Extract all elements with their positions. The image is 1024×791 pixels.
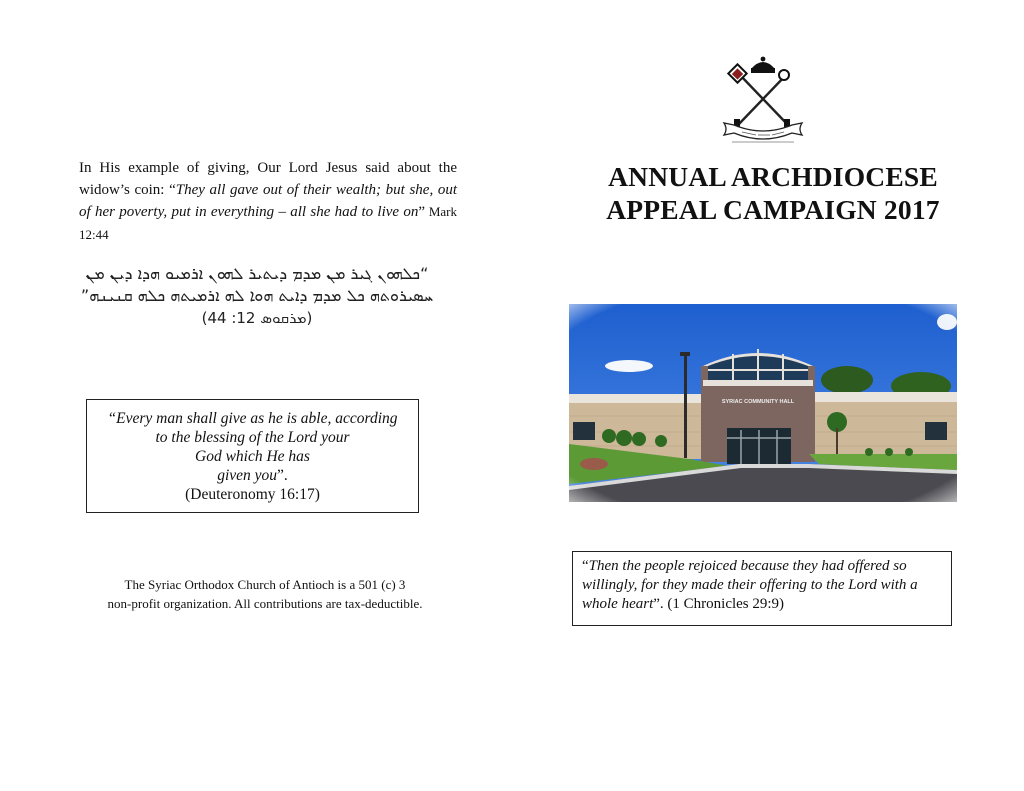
chronicles-quote-box: [572, 551, 952, 626]
nonprofit-line-2: non-profit organization. All contributions are tax-deductible.: [107, 596, 423, 611]
mark-reference: Mark 12:44: [79, 204, 457, 242]
title-line-1: ANNUAL ARCHDIOCESE: [608, 161, 938, 192]
deuteronomy-quote-box: [86, 399, 419, 513]
deut-line-4: given you: [217, 467, 278, 484]
intro-text: In His example of giving, Our Lord Jesus said about the widow’s coin: “: [79, 160, 457, 198]
syriac-reference: (ܡܪܩܘܣ 12: 44): [201, 309, 313, 327]
chron-open-quote: “: [582, 558, 589, 574]
archdiocese-logo: [718, 53, 808, 145]
deut-reference: (Deuteronomy 16:17): [185, 486, 320, 503]
nonprofit-line-1: The Syriac Orthodox Church of Antioch is a 501 (c) 3: [124, 577, 406, 592]
deut-line-2: to the blessing of the Lord your: [155, 429, 350, 446]
chron-reference: ”. (1 Chronicles 29:9): [653, 596, 785, 612]
deut-line-4-end: ”.: [277, 467, 288, 484]
intro-paragraph: [79, 158, 457, 246]
deut-line-1: “Every man shall give as he is able, according: [107, 410, 398, 427]
syriac-line-2: ܚܣܝܪܘܬܗ ܟܠ ܡܕܡ ܕܐܝܬ ܗܘܐ ܠܗ ܐܪܡܝܬܗ ܟܠܗ ܩܢܝܢܗ”: [80, 286, 434, 305]
nonprofit-notice: [70, 575, 460, 613]
syriac-line-1: “ܟܠܗܘܢ ܓܝܪ ܡܢ ܡܕܡ ܕܝܬܝܪ ܠܗܘܢ ܐܪܡܝܘ ܗܕܐ ܕܝܢ ܡܢ: [85, 264, 429, 283]
community-hall-photo: [569, 304, 957, 502]
campaign-title: [580, 160, 966, 226]
deut-line-3: God which He has: [195, 448, 310, 465]
chron-quote-text: Then the people rejoiced because they had offered so willingly, for they made their offering to the Lord with a whole heart: [582, 558, 918, 612]
title-line-2: APPEAL CAMPAIGN 2017: [606, 194, 940, 225]
widow-quote: They all gave out of their wealth; but she, out of her poverty, put in everything – all she had to live on: [79, 181, 458, 220]
syriac-quote: [72, 263, 442, 329]
intro-close-quote: ”: [418, 204, 426, 220]
